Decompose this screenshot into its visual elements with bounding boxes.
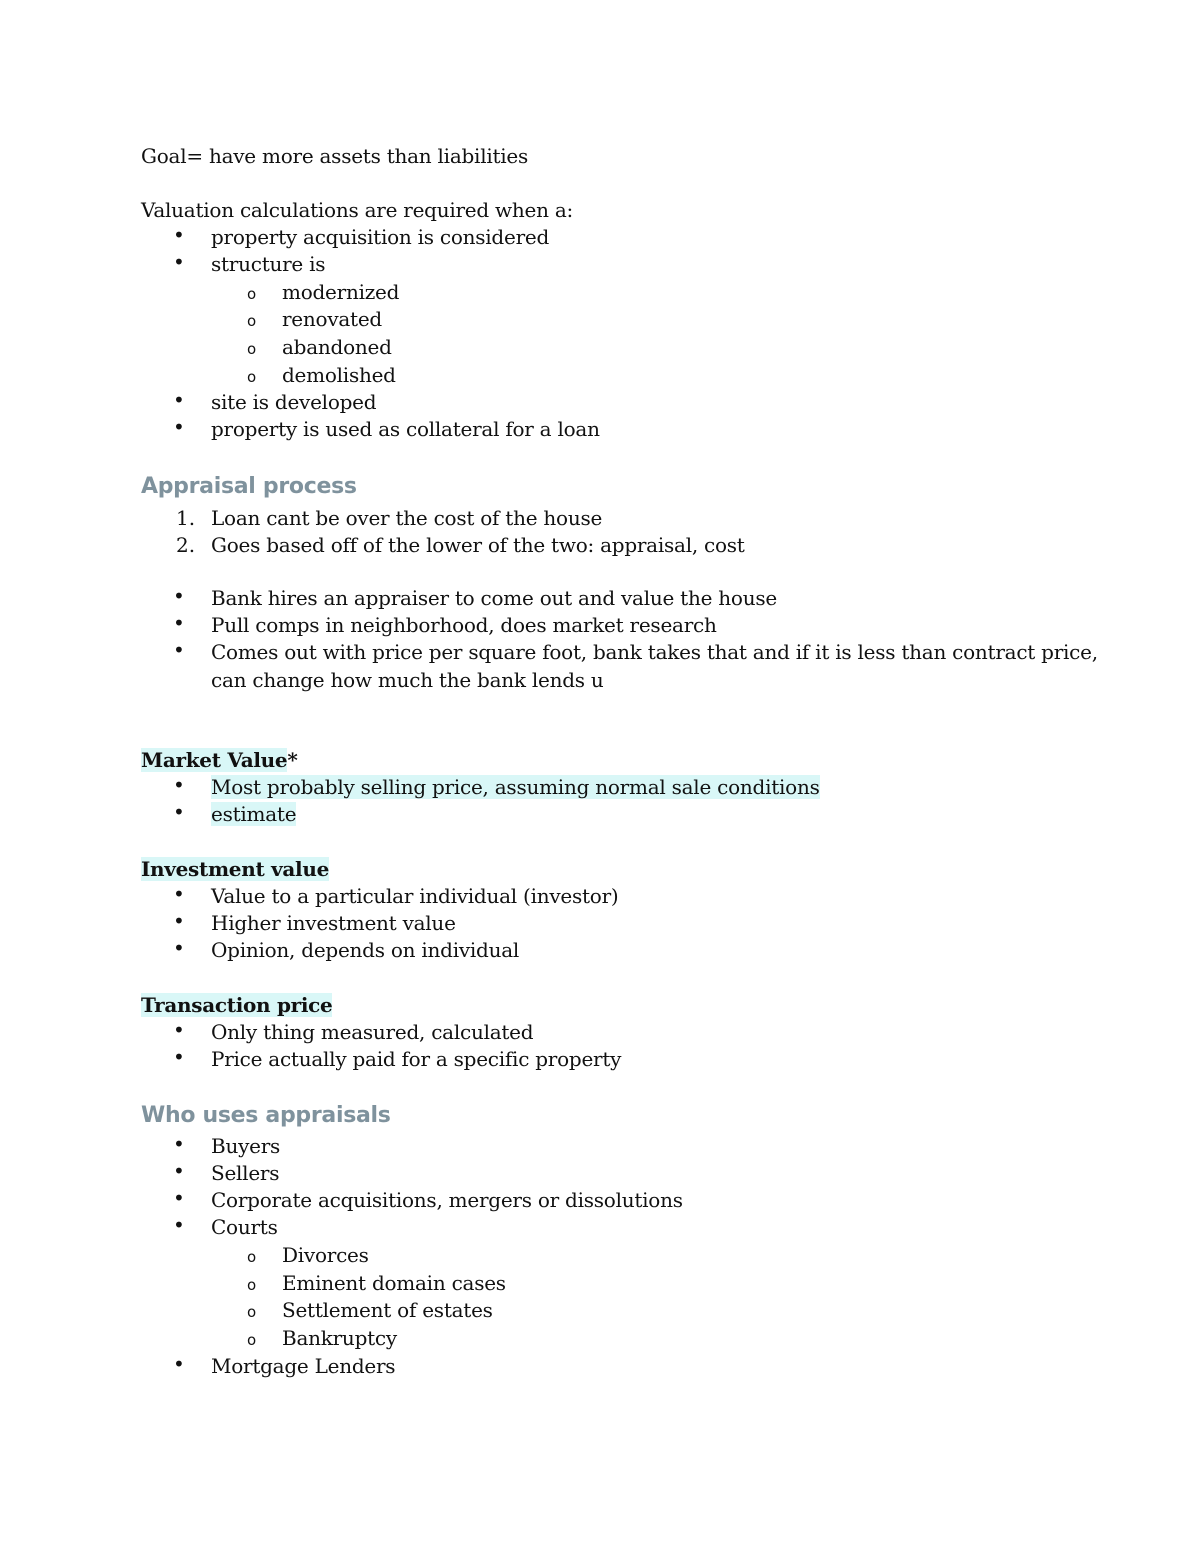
market-value-item (211, 801, 296, 827)
who-uses-item: Buyers (211, 1134, 281, 1158)
transaction-price-item: Only thing measured, calculated (211, 1020, 534, 1044)
sub-bullet-icon (247, 306, 256, 334)
bullet-icon (173, 222, 185, 248)
market-value-heading-text: Market Value (141, 748, 288, 772)
appraisal-bullet-continuation: can change how much the bank lends u (211, 668, 604, 692)
structure-subitem: demolished (282, 363, 396, 387)
bullet-icon (173, 583, 185, 609)
market-value-item (211, 774, 820, 800)
courts-subitem: Divorces (282, 1243, 369, 1267)
bullet-icon (173, 249, 185, 275)
sub-bullet-icon (247, 1325, 256, 1353)
transaction-price-item: Price actually paid for a specific property (211, 1047, 622, 1071)
courts-subitem: Bankruptcy (282, 1326, 397, 1350)
valuation-item: structure is (211, 252, 326, 276)
transaction-price-heading-text: Transaction price (141, 993, 333, 1017)
who-uses-item: Courts (211, 1215, 278, 1239)
transaction-price-heading (141, 992, 332, 1018)
who-uses-heading: Who uses appraisals (141, 1103, 391, 1128)
investment-value-heading (141, 856, 329, 882)
investment-value-heading-text: Investment value (141, 857, 330, 881)
sub-bullet-icon (247, 362, 256, 390)
sub-bullet-icon (247, 1270, 256, 1298)
market-value-item-text: Most probably selling price, assuming normal sale conditions (211, 775, 820, 799)
list-number: 2. (176, 533, 196, 557)
market-value-asterisk: * (287, 748, 298, 772)
bullet-icon (173, 772, 185, 798)
bullet-icon (173, 1017, 185, 1043)
numbered-item: Goes based off of the lower of the two: appraisal, cost (211, 533, 745, 557)
bullet-icon (173, 1212, 185, 1238)
appraisal-bullet: Comes out with price per square foot, bank takes that and if it is less than contract price, (211, 640, 1098, 664)
market-value-item-text: estimate (211, 802, 297, 826)
investment-value-item: Value to a particular individual (investor) (211, 884, 619, 908)
list-number: 1. (176, 506, 196, 530)
bullet-icon (173, 1351, 185, 1377)
bullet-icon (173, 1044, 185, 1070)
appraisal-bullet: Bank hires an appraiser to come out and value the house (211, 586, 777, 610)
valuation-item: property is used as collateral for a loan (211, 417, 600, 441)
bullet-icon (173, 935, 185, 961)
sub-bullet-icon (247, 1297, 256, 1325)
appraisal-bullet: Pull comps in neighborhood, does market research (211, 613, 717, 637)
investment-value-item: Higher investment value (211, 911, 456, 935)
who-uses-item: Sellers (211, 1161, 280, 1185)
market-value-heading (141, 747, 298, 773)
sub-bullet-icon (247, 1242, 256, 1270)
bullet-icon (173, 908, 185, 934)
bullet-icon (173, 799, 185, 825)
bullet-icon (173, 414, 185, 440)
valuation-item: site is developed (211, 390, 377, 414)
bullet-icon (173, 637, 185, 663)
courts-subitem: Settlement of estates (282, 1298, 493, 1322)
goal-line: Goal= have more assets than liabilities (141, 144, 529, 168)
structure-subitem: abandoned (282, 335, 392, 359)
appraisal-process-heading: Appraisal process (141, 474, 357, 499)
bullet-icon (173, 881, 185, 907)
structure-subitem: renovated (282, 307, 382, 331)
who-uses-item: Corporate acquisitions, mergers or dissolutions (211, 1188, 683, 1212)
sub-bullet-icon (247, 334, 256, 362)
structure-subitem: modernized (282, 280, 400, 304)
bullet-icon (173, 1131, 185, 1157)
bullet-icon (173, 387, 185, 413)
bullet-icon (173, 610, 185, 636)
courts-subitem: Eminent domain cases (282, 1271, 506, 1295)
valuation-intro: Valuation calculations are required when a: (141, 198, 574, 222)
valuation-item: property acquisition is considered (211, 225, 550, 249)
bullet-icon (173, 1185, 185, 1211)
sub-bullet-icon (247, 279, 256, 307)
bullet-icon (173, 1158, 185, 1184)
who-uses-item: Mortgage Lenders (211, 1354, 396, 1378)
investment-value-item: Opinion, depends on individual (211, 938, 520, 962)
numbered-item: Loan cant be over the cost of the house (211, 506, 603, 530)
